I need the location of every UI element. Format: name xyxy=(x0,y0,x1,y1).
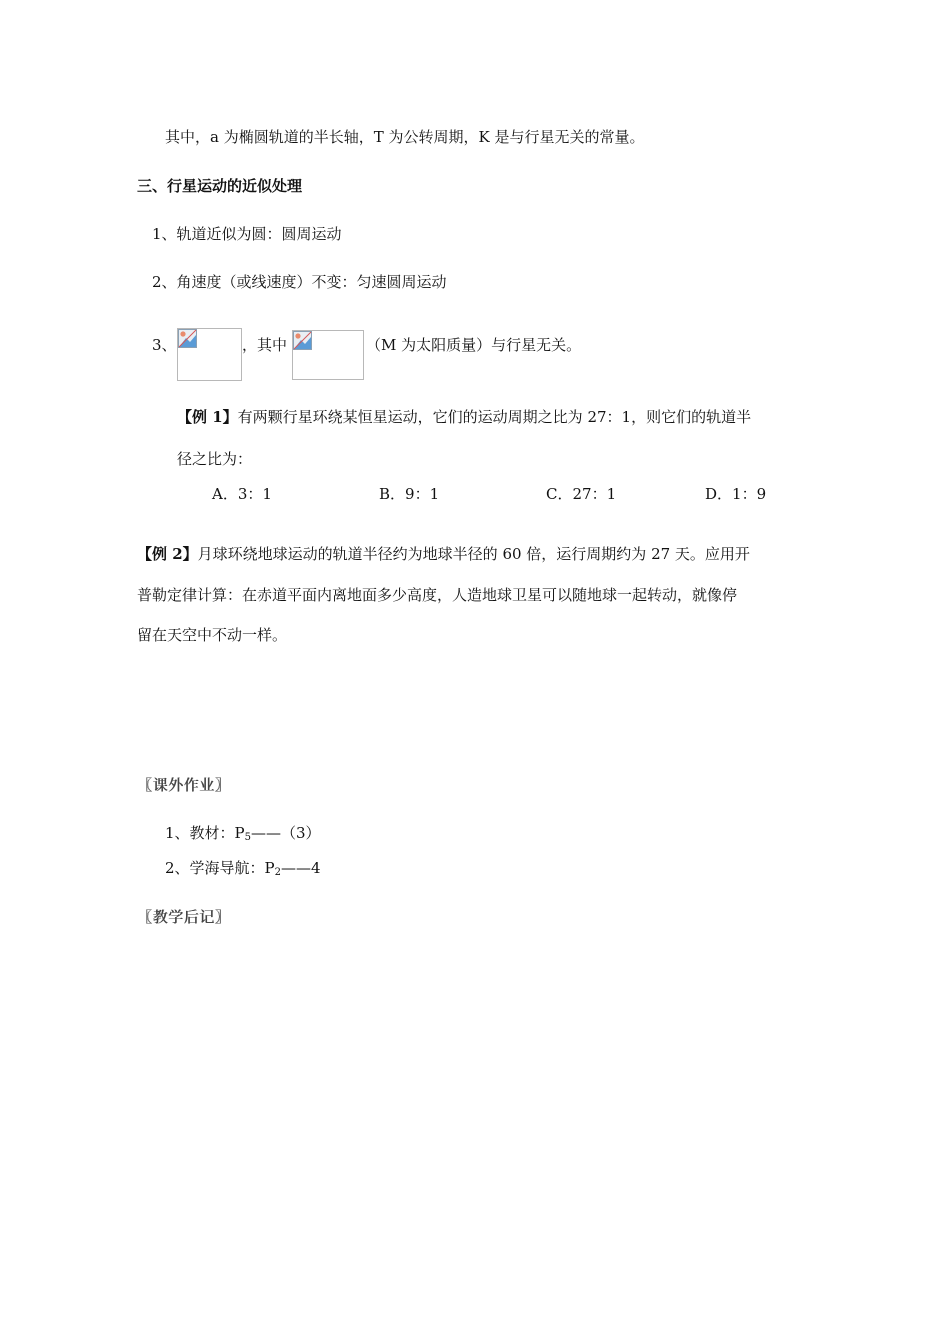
example2-line2: 普勒定律计算：在赤道平面内离地面多少高度，人造地球卫星可以随地球一起转动，就像停 xyxy=(137,586,738,604)
list-item-1: 1、轨道近似为圆：圆周运动 xyxy=(152,225,342,243)
notes-heading: 〖教学后记〗 xyxy=(137,908,231,926)
intro-text: 其中，a 为椭圆轨道的半长轴，T 为公转周期，K 是与行星无关的常量。 xyxy=(165,128,645,146)
broken-image-icon xyxy=(178,329,197,348)
example2-text: 月球环绕地球运动的轨道半径约为地球半径的 60 倍，运行周期约为 27 天。应用开 xyxy=(197,545,750,563)
example2-line1 xyxy=(137,544,750,564)
list-item-3-prefix: 3、 xyxy=(152,336,177,354)
homework-heading: 〖课外作业〗 xyxy=(137,776,231,794)
list-item-3-mid: ，其中 xyxy=(242,336,288,354)
option-b: B．9：1 xyxy=(379,485,440,503)
example1-line1 xyxy=(177,407,751,427)
example2-line3: 留在天空中不动一样。 xyxy=(137,626,288,644)
list-item-3-suffix: （M 为太阳质量）与行星无关。 xyxy=(366,336,582,354)
option-d: D．1：9 xyxy=(705,485,767,503)
option-c: C．27：1 xyxy=(546,485,617,503)
formula-image-1 xyxy=(177,328,242,381)
broken-image-icon xyxy=(293,331,312,350)
formula-image-2 xyxy=(292,330,364,380)
example1-line2: 径之比为： xyxy=(177,450,253,468)
example1-tag: 【例 1】 xyxy=(177,408,238,426)
option-a: A．3：1 xyxy=(212,485,272,503)
example2-tag: 【例 2】 xyxy=(137,545,198,563)
list-item-2: 2、角速度（或线速度）不变：匀速圆周运动 xyxy=(152,273,447,291)
homework-item-2: 2、学海导航：$P_2——4$ xyxy=(165,859,321,878)
example1-text: 有两颗行星环绕某恒星运动，它们的运动周期之比为 27：1，则它们的轨道半 xyxy=(237,408,752,426)
section-heading: 三、行星运动的近似处理 xyxy=(137,177,303,195)
homework-item-1: 1、教材：$P_5——(3)$ xyxy=(165,824,321,843)
